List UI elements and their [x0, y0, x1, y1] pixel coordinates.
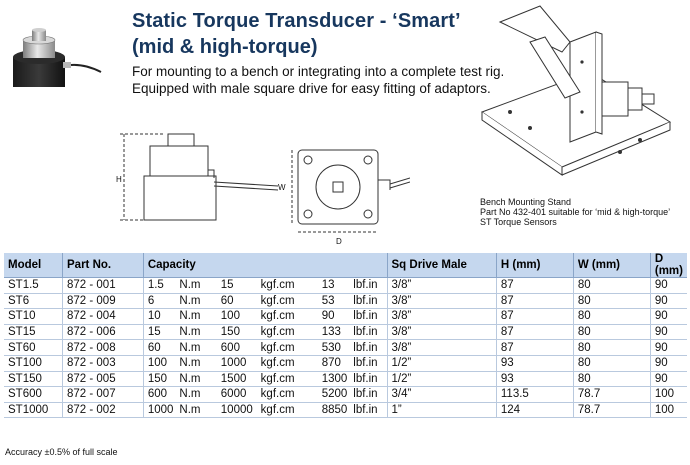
cell-model: ST100	[4, 355, 63, 371]
cell-model: ST1000	[4, 402, 63, 418]
stand-caption-line-3: ST Torque Sensors	[480, 217, 557, 227]
cell-part-no: 872 - 004	[63, 309, 144, 325]
stand-caption-line-2: Part No 432-401 suitable for ‘mid & high-torque’	[480, 207, 671, 217]
bench-stand-drawing	[470, 2, 685, 194]
cell-part-no: 872 - 002	[63, 402, 144, 418]
cell-w: 80	[573, 355, 650, 371]
cell-capacity-kgf: 1500	[217, 371, 259, 387]
cell-w: 80	[573, 371, 650, 387]
cell-d: 100	[650, 387, 687, 403]
cell-h: 93	[496, 371, 573, 387]
cell-unit-kgf: kgf.cm	[259, 387, 318, 403]
cell-unit-nm: N.m	[177, 355, 216, 371]
cell-h: 87	[496, 324, 573, 340]
cell-capacity-lbf: 1300	[318, 371, 352, 387]
cell-w: 80	[573, 309, 650, 325]
cell-unit-nm: N.m	[177, 309, 216, 325]
cell-capacity-lbf: 530	[318, 340, 352, 356]
cell-d: 90	[650, 309, 687, 325]
stand-caption-line-1: Bench Mounting Stand	[480, 197, 572, 207]
cell-unit-lbf: lbf.in	[351, 324, 387, 340]
cell-h: 87	[496, 278, 573, 294]
cell-w: 80	[573, 340, 650, 356]
header-h: H (mm)	[496, 253, 573, 278]
cell-part-no: 872 - 007	[63, 387, 144, 403]
cell-part-no: 872 - 003	[63, 355, 144, 371]
cell-model: ST60	[4, 340, 63, 356]
cell-unit-kgf: kgf.cm	[259, 309, 318, 325]
table-row	[4, 371, 687, 387]
cell-capacity-nm: 6	[143, 293, 177, 309]
table-header-row	[4, 253, 687, 278]
cell-unit-nm: N.m	[177, 340, 216, 356]
cell-capacity-lbf: 133	[318, 324, 352, 340]
header-part-no: Part No.	[63, 253, 144, 278]
cell-w: 78.7	[573, 402, 650, 418]
header-model: Model	[4, 253, 63, 278]
cell-h: 93	[496, 355, 573, 371]
cell-capacity-kgf: 100	[217, 309, 259, 325]
cell-capacity-lbf: 5200	[318, 387, 352, 403]
cell-sq-drive: 3/8”	[387, 340, 496, 356]
cell-unit-lbf: lbf.in	[351, 355, 387, 371]
cell-capacity-kgf: 60	[217, 293, 259, 309]
cell-capacity-nm: 150	[143, 371, 177, 387]
cell-capacity-lbf: 53	[318, 293, 352, 309]
cell-capacity-kgf: 150	[217, 324, 259, 340]
cell-part-no: 872 - 006	[63, 324, 144, 340]
header-sq-drive: Sq Drive Male	[387, 253, 496, 278]
cell-unit-lbf: lbf.in	[351, 293, 387, 309]
page-title: Static Torque Transducer - ‘Smart’	[132, 10, 461, 32]
cell-d: 90	[650, 340, 687, 356]
table-row	[4, 293, 687, 309]
table-row	[4, 355, 687, 371]
cell-h: 87	[496, 293, 573, 309]
table-row	[4, 387, 687, 403]
cell-w: 78.7	[573, 387, 650, 403]
cell-unit-kgf: kgf.cm	[259, 371, 318, 387]
cell-model: ST6	[4, 293, 63, 309]
cell-capacity-lbf: 13	[318, 278, 352, 294]
table-row	[4, 402, 687, 418]
cell-unit-kgf: kgf.cm	[259, 340, 318, 356]
cell-unit-nm: N.m	[177, 293, 216, 309]
cell-w: 80	[573, 324, 650, 340]
cell-unit-kgf: kgf.cm	[259, 402, 318, 418]
cell-unit-lbf: lbf.in	[351, 371, 387, 387]
cell-d: 90	[650, 324, 687, 340]
description-line-1: For mounting to a bench or integrating into a complete test rig.	[132, 64, 505, 79]
cell-unit-kgf: kgf.cm	[259, 355, 318, 371]
cell-sq-drive: 3/8”	[387, 324, 496, 340]
cell-w: 80	[573, 293, 650, 309]
cell-unit-nm: N.m	[177, 278, 216, 294]
cell-capacity-lbf: 90	[318, 309, 352, 325]
cell-capacity-kgf: 10000	[217, 402, 259, 418]
cell-model: ST1.5	[4, 278, 63, 294]
cell-unit-nm: N.m	[177, 402, 216, 418]
height-label: H	[116, 175, 122, 184]
cell-unit-kgf: kgf.cm	[259, 293, 318, 309]
cell-sq-drive: 1/2”	[387, 355, 496, 371]
cell-d: 90	[650, 278, 687, 294]
cell-d: 90	[650, 355, 687, 371]
table-row	[4, 309, 687, 325]
cell-sq-drive: 1”	[387, 402, 496, 418]
cell-capacity-lbf: 870	[318, 355, 352, 371]
cell-h: 113.5	[496, 387, 573, 403]
cell-capacity-kgf: 1000	[217, 355, 259, 371]
cell-h: 87	[496, 340, 573, 356]
cell-unit-lbf: lbf.in	[351, 278, 387, 294]
cell-model: ST15	[4, 324, 63, 340]
cell-d: 100	[650, 402, 687, 418]
header-d: D (mm)	[650, 253, 687, 278]
cell-part-no: 872 - 008	[63, 340, 144, 356]
cell-unit-lbf: lbf.in	[351, 402, 387, 418]
header-capacity: Capacity	[143, 253, 387, 278]
cell-unit-nm: N.m	[177, 371, 216, 387]
cell-model: ST150	[4, 371, 63, 387]
side-view-drawing	[110, 130, 280, 230]
top-view-drawing	[270, 140, 410, 248]
cell-capacity-nm: 1.5	[143, 278, 177, 294]
cell-h: 87	[496, 309, 573, 325]
cell-part-no: 872 - 009	[63, 293, 144, 309]
cell-unit-nm: N.m	[177, 324, 216, 340]
spec-table	[4, 253, 687, 418]
cell-sq-drive: 3/8”	[387, 278, 496, 294]
cell-model: ST10	[4, 309, 63, 325]
cell-capacity-nm: 15	[143, 324, 177, 340]
cell-capacity-nm: 10	[143, 309, 177, 325]
cell-unit-kgf: kgf.cm	[259, 324, 318, 340]
cell-sq-drive: 3/8”	[387, 293, 496, 309]
accuracy-footnote: Accuracy ±0.5% of full scale	[5, 447, 118, 457]
cell-capacity-nm: 100	[143, 355, 177, 371]
cell-unit-kgf: kgf.cm	[259, 278, 318, 294]
cell-part-no: 872 - 005	[63, 371, 144, 387]
cell-capacity-kgf: 15	[217, 278, 259, 294]
depth-label: D	[336, 237, 342, 246]
table-row	[4, 340, 687, 356]
cell-sq-drive: 3/4”	[387, 387, 496, 403]
cell-unit-lbf: lbf.in	[351, 340, 387, 356]
cell-unit-lbf: lbf.in	[351, 387, 387, 403]
cell-w: 80	[573, 278, 650, 294]
page-subtitle: (mid & high-torque)	[132, 36, 318, 58]
cell-unit-nm: N.m	[177, 387, 216, 403]
width-label: W	[278, 183, 286, 192]
cell-capacity-nm: 600	[143, 387, 177, 403]
cell-sq-drive: 1/2”	[387, 371, 496, 387]
cell-d: 90	[650, 371, 687, 387]
cell-h: 124	[496, 402, 573, 418]
table-row	[4, 324, 687, 340]
cell-sq-drive: 3/8”	[387, 309, 496, 325]
cell-capacity-kgf: 6000	[217, 387, 259, 403]
cell-unit-lbf: lbf.in	[351, 309, 387, 325]
description-line-2: Equipped with male square drive for easy fitting of adaptors.	[132, 81, 491, 96]
cell-capacity-kgf: 600	[217, 340, 259, 356]
cell-d: 90	[650, 293, 687, 309]
cell-model: ST600	[4, 387, 63, 403]
table-row	[4, 278, 687, 294]
header-w: W (mm)	[573, 253, 650, 278]
cell-part-no: 872 - 001	[63, 278, 144, 294]
product-photo	[3, 2, 103, 100]
cell-capacity-nm: 60	[143, 340, 177, 356]
cell-capacity-lbf: 8850	[318, 402, 352, 418]
cell-capacity-nm: 1000	[143, 402, 177, 418]
